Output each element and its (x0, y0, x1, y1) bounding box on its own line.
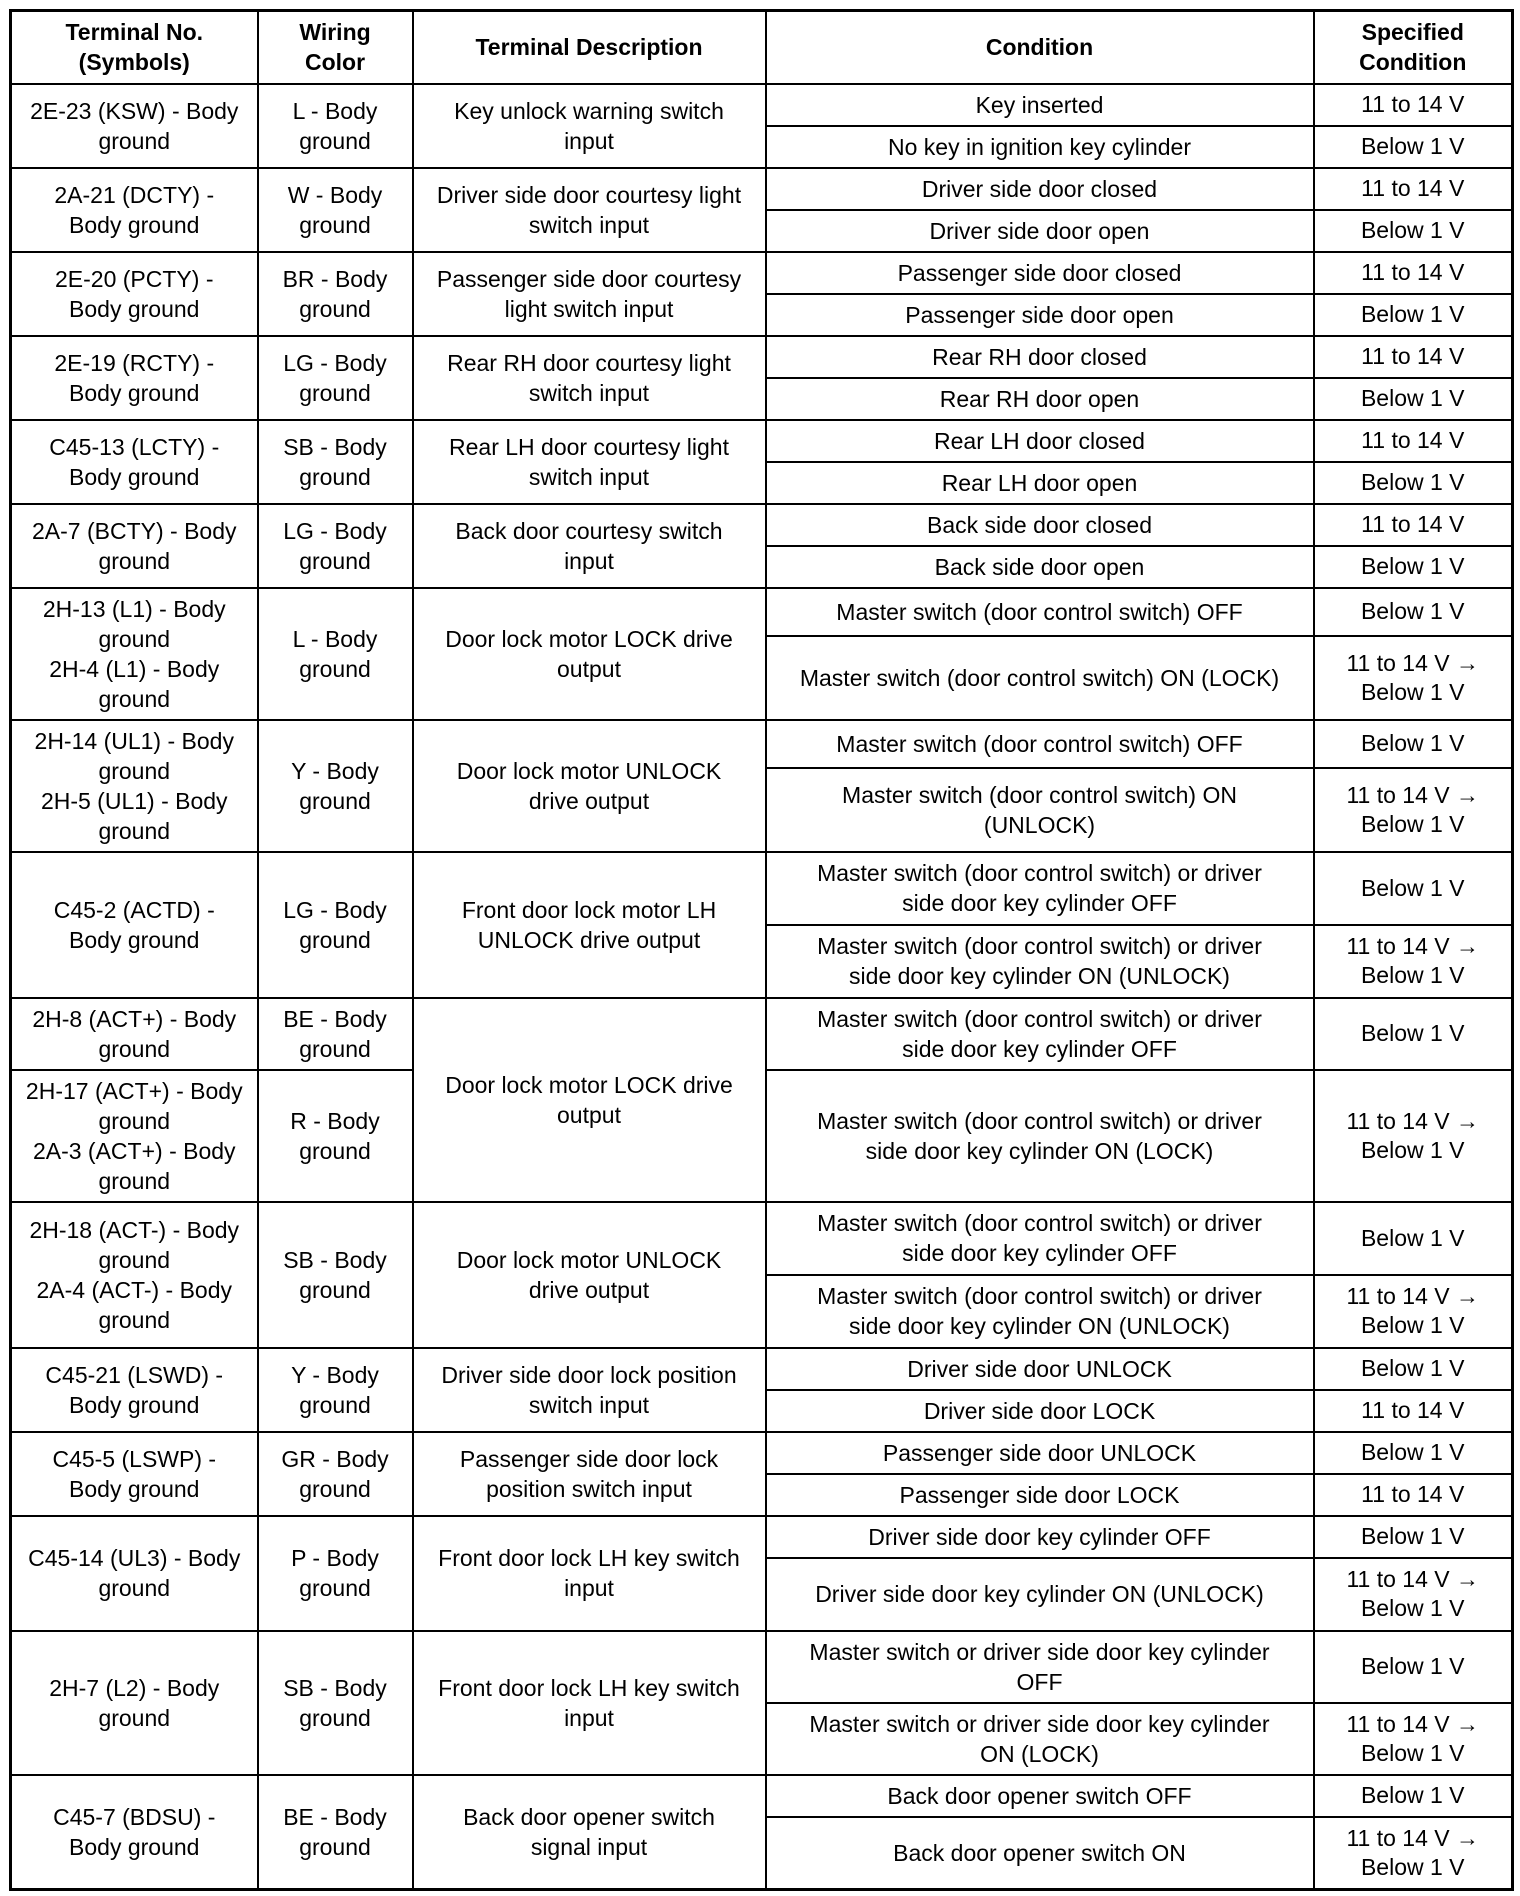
spec-cell: 11 to 14 V (1314, 504, 1513, 546)
spec-cell: 11 to 14 V (1314, 336, 1513, 378)
spec-cell: Below 1 V (1314, 998, 1513, 1070)
condition-cell: Master switch (door control switch) OFF (766, 720, 1314, 768)
spec-cell: 11 to 14 V → Below 1 V (1314, 1275, 1513, 1348)
header-terminal-no: Terminal No. (Symbols) (11, 11, 258, 84)
condition-cell: Rear RH door open (766, 378, 1314, 420)
description-cell: Passenger side door courtesy light switch input (413, 252, 766, 336)
table-row (11, 1348, 1513, 1390)
table-row (11, 1516, 1513, 1558)
description-cell: Passenger side door lock position switch input (413, 1432, 766, 1516)
spec-cell: Below 1 V (1314, 1775, 1513, 1817)
condition-cell: Master switch (door control switch) or driver side door key cylinder ON (LOCK) (766, 1070, 1314, 1202)
condition-cell: Back side door open (766, 546, 1314, 588)
wiring-cell: W - Body ground (258, 168, 413, 252)
spec-cell: 11 to 14 V → Below 1 V (1314, 1703, 1513, 1775)
terminal-cell: 2H-7 (L2) - Body ground (11, 1631, 258, 1775)
wiring-cell: Y - Body ground (258, 1348, 413, 1432)
spec-cell: 11 to 14 V → Below 1 V (1314, 925, 1513, 998)
condition-cell: Key inserted (766, 84, 1314, 126)
terminal-cell: 2E-23 (KSW) - Body ground (11, 84, 258, 168)
terminal-cell: C45-21 (LSWD) - Body ground (11, 1348, 258, 1432)
terminal-cell: 2A-21 (DCTY) - Body ground (11, 168, 258, 252)
wiring-cell: Y - Body ground (258, 720, 413, 852)
condition-cell: Back side door closed (766, 504, 1314, 546)
wiring-cell: LG - Body ground (258, 852, 413, 998)
condition-cell: Master switch (door control switch) or driver side door key cylinder OFF (766, 1202, 1314, 1275)
terminal-spec-table (9, 9, 1514, 1891)
wiring-cell: SB - Body ground (258, 1631, 413, 1775)
condition-cell: Passenger side door UNLOCK (766, 1432, 1314, 1474)
condition-cell: Passenger side door closed (766, 252, 1314, 294)
condition-cell: Back door opener switch ON (766, 1817, 1314, 1890)
header-wiring-color: Wiring Color (258, 11, 413, 84)
spec-cell: Below 1 V (1314, 588, 1513, 636)
spec-cell: 11 to 14 V → Below 1 V (1314, 1558, 1513, 1631)
spec-cell: 11 to 14 V (1314, 84, 1513, 126)
terminal-cell: 2H-13 (L1) - Body ground 2H-4 (L1) - Body ground (11, 588, 258, 720)
condition-cell: Driver side door key cylinder OFF (766, 1516, 1314, 1558)
condition-cell: Master switch (door control switch) OFF (766, 588, 1314, 636)
header-specified-condition: Specified Condition (1314, 11, 1513, 84)
condition-cell: Driver side door open (766, 210, 1314, 252)
table-row (11, 336, 1513, 378)
wiring-cell: GR - Body ground (258, 1432, 413, 1516)
spec-cell: 11 to 14 V → Below 1 V (1314, 1817, 1513, 1890)
description-cell: Rear LH door courtesy light switch input (413, 420, 766, 504)
terminal-cell: C45-2 (ACTD) - Body ground (11, 852, 258, 998)
spec-cell: 11 to 14 V (1314, 168, 1513, 210)
spec-cell: Below 1 V (1314, 1631, 1513, 1703)
description-cell: Front door lock motor LH UNLOCK drive output (413, 852, 766, 998)
terminal-cell: 2A-7 (BCTY) - Body ground (11, 504, 258, 588)
condition-cell: Rear LH door open (766, 462, 1314, 504)
description-cell: Rear RH door courtesy light switch input (413, 336, 766, 420)
header-condition: Condition (766, 11, 1314, 84)
spec-cell: 11 to 14 V → Below 1 V (1314, 768, 1513, 852)
header-row (11, 11, 1513, 84)
condition-cell: Rear LH door closed (766, 420, 1314, 462)
condition-cell: Driver side door key cylinder ON (UNLOCK) (766, 1558, 1314, 1631)
terminal-cell: 2H-14 (UL1) - Body ground 2H-5 (UL1) - Body ground (11, 720, 258, 852)
description-cell: Key unlock warning switch input (413, 84, 766, 168)
spec-cell: 11 to 14 V (1314, 1474, 1513, 1516)
spec-cell: Below 1 V (1314, 1516, 1513, 1558)
condition-cell: Passenger side door open (766, 294, 1314, 336)
description-cell: Front door lock LH key switch input (413, 1631, 766, 1775)
condition-cell: Back door opener switch OFF (766, 1775, 1314, 1817)
terminal-cell: 2E-19 (RCTY) - Body ground (11, 336, 258, 420)
table-row (11, 852, 1513, 925)
table-row (11, 1631, 1513, 1703)
condition-cell: Master switch (door control switch) or driver side door key cylinder ON (UNLOCK) (766, 1275, 1314, 1348)
description-cell: Front door lock LH key switch input (413, 1516, 766, 1631)
terminal-cell: C45-7 (BDSU) - Body ground (11, 1775, 258, 1890)
table-row (11, 998, 1513, 1070)
terminal-cell: C45-13 (LCTY) - Body ground (11, 420, 258, 504)
wiring-cell: LG - Body ground (258, 504, 413, 588)
condition-cell: Master switch (door control switch) ON (LOCK) (766, 636, 1314, 720)
table-row (11, 504, 1513, 546)
table-row (11, 252, 1513, 294)
spec-cell: 11 to 14 V → Below 1 V (1314, 636, 1513, 720)
table-row (11, 84, 1513, 126)
description-cell: Back door opener switch signal input (413, 1775, 766, 1890)
spec-cell: Below 1 V (1314, 720, 1513, 768)
condition-cell: Passenger side door LOCK (766, 1474, 1314, 1516)
wiring-cell: BR - Body ground (258, 252, 413, 336)
spec-cell: Below 1 V (1314, 852, 1513, 925)
spec-cell: Below 1 V (1314, 378, 1513, 420)
spec-cell: Below 1 V (1314, 1202, 1513, 1275)
wiring-cell: BE - Body ground (258, 1775, 413, 1890)
table-row (11, 1432, 1513, 1474)
spec-cell: Below 1 V (1314, 126, 1513, 168)
condition-cell: Driver side door LOCK (766, 1390, 1314, 1432)
wiring-cell: SB - Body ground (258, 420, 413, 504)
wiring-cell: L - Body ground (258, 84, 413, 168)
spec-cell: Below 1 V (1314, 210, 1513, 252)
terminal-cell: 2E-20 (PCTY) - Body ground (11, 252, 258, 336)
description-cell: Door lock motor LOCK drive output (413, 588, 766, 720)
wiring-cell: L - Body ground (258, 588, 413, 720)
terminal-cell: 2H-17 (ACT+) - Body ground 2A-3 (ACT+) - Body ground (11, 1070, 258, 1202)
description-cell: Door lock motor LOCK drive output (413, 998, 766, 1202)
condition-cell: Master switch (door control switch) or driver side door key cylinder OFF (766, 852, 1314, 925)
description-cell: Back door courtesy switch input (413, 504, 766, 588)
table-row (11, 720, 1513, 768)
condition-cell: No key in ignition key cylinder (766, 126, 1314, 168)
condition-cell: Master switch (door control switch) or driver side door key cylinder OFF (766, 998, 1314, 1070)
wiring-cell: BE - Body ground (258, 998, 413, 1070)
condition-cell: Master switch (door control switch) ON (UNLOCK) (766, 768, 1314, 852)
condition-cell: Rear RH door closed (766, 336, 1314, 378)
wiring-cell: R - Body ground (258, 1070, 413, 1202)
spec-cell: Below 1 V (1314, 294, 1513, 336)
terminal-cell: C45-5 (LSWP) - Body ground (11, 1432, 258, 1516)
spec-cell: Below 1 V (1314, 546, 1513, 588)
spec-cell: 11 to 14 V (1314, 420, 1513, 462)
wiring-cell: P - Body ground (258, 1516, 413, 1631)
condition-cell: Master switch or driver side door key cylinder ON (LOCK) (766, 1703, 1314, 1775)
table-row (11, 420, 1513, 462)
wiring-cell: SB - Body ground (258, 1202, 413, 1348)
description-cell: Door lock motor UNLOCK drive output (413, 1202, 766, 1348)
condition-cell: Master switch (door control switch) or driver side door key cylinder ON (UNLOCK) (766, 925, 1314, 998)
table-row (11, 588, 1513, 636)
condition-cell: Driver side door UNLOCK (766, 1348, 1314, 1390)
wiring-cell: LG - Body ground (258, 336, 413, 420)
table-row (11, 1202, 1513, 1275)
description-cell: Driver side door courtesy light switch input (413, 168, 766, 252)
header-terminal-description: Terminal Description (413, 11, 766, 84)
spec-cell: Below 1 V (1314, 462, 1513, 504)
condition-cell: Master switch or driver side door key cylinder OFF (766, 1631, 1314, 1703)
spec-cell: 11 to 14 V (1314, 1390, 1513, 1432)
terminal-cell: 2H-18 (ACT-) - Body ground 2A-4 (ACT-) - Body ground (11, 1202, 258, 1348)
terminal-cell: 2H-8 (ACT+) - Body ground (11, 998, 258, 1070)
condition-cell: Driver side door closed (766, 168, 1314, 210)
table-row (11, 1775, 1513, 1817)
terminal-cell: C45-14 (UL3) - Body ground (11, 1516, 258, 1631)
spec-cell: Below 1 V (1314, 1432, 1513, 1474)
spec-cell: Below 1 V (1314, 1348, 1513, 1390)
description-cell: Door lock motor UNLOCK drive output (413, 720, 766, 852)
spec-cell: 11 to 14 V (1314, 252, 1513, 294)
description-cell: Driver side door lock position switch input (413, 1348, 766, 1432)
table-row (11, 168, 1513, 210)
spec-cell: 11 to 14 V → Below 1 V (1314, 1070, 1513, 1202)
